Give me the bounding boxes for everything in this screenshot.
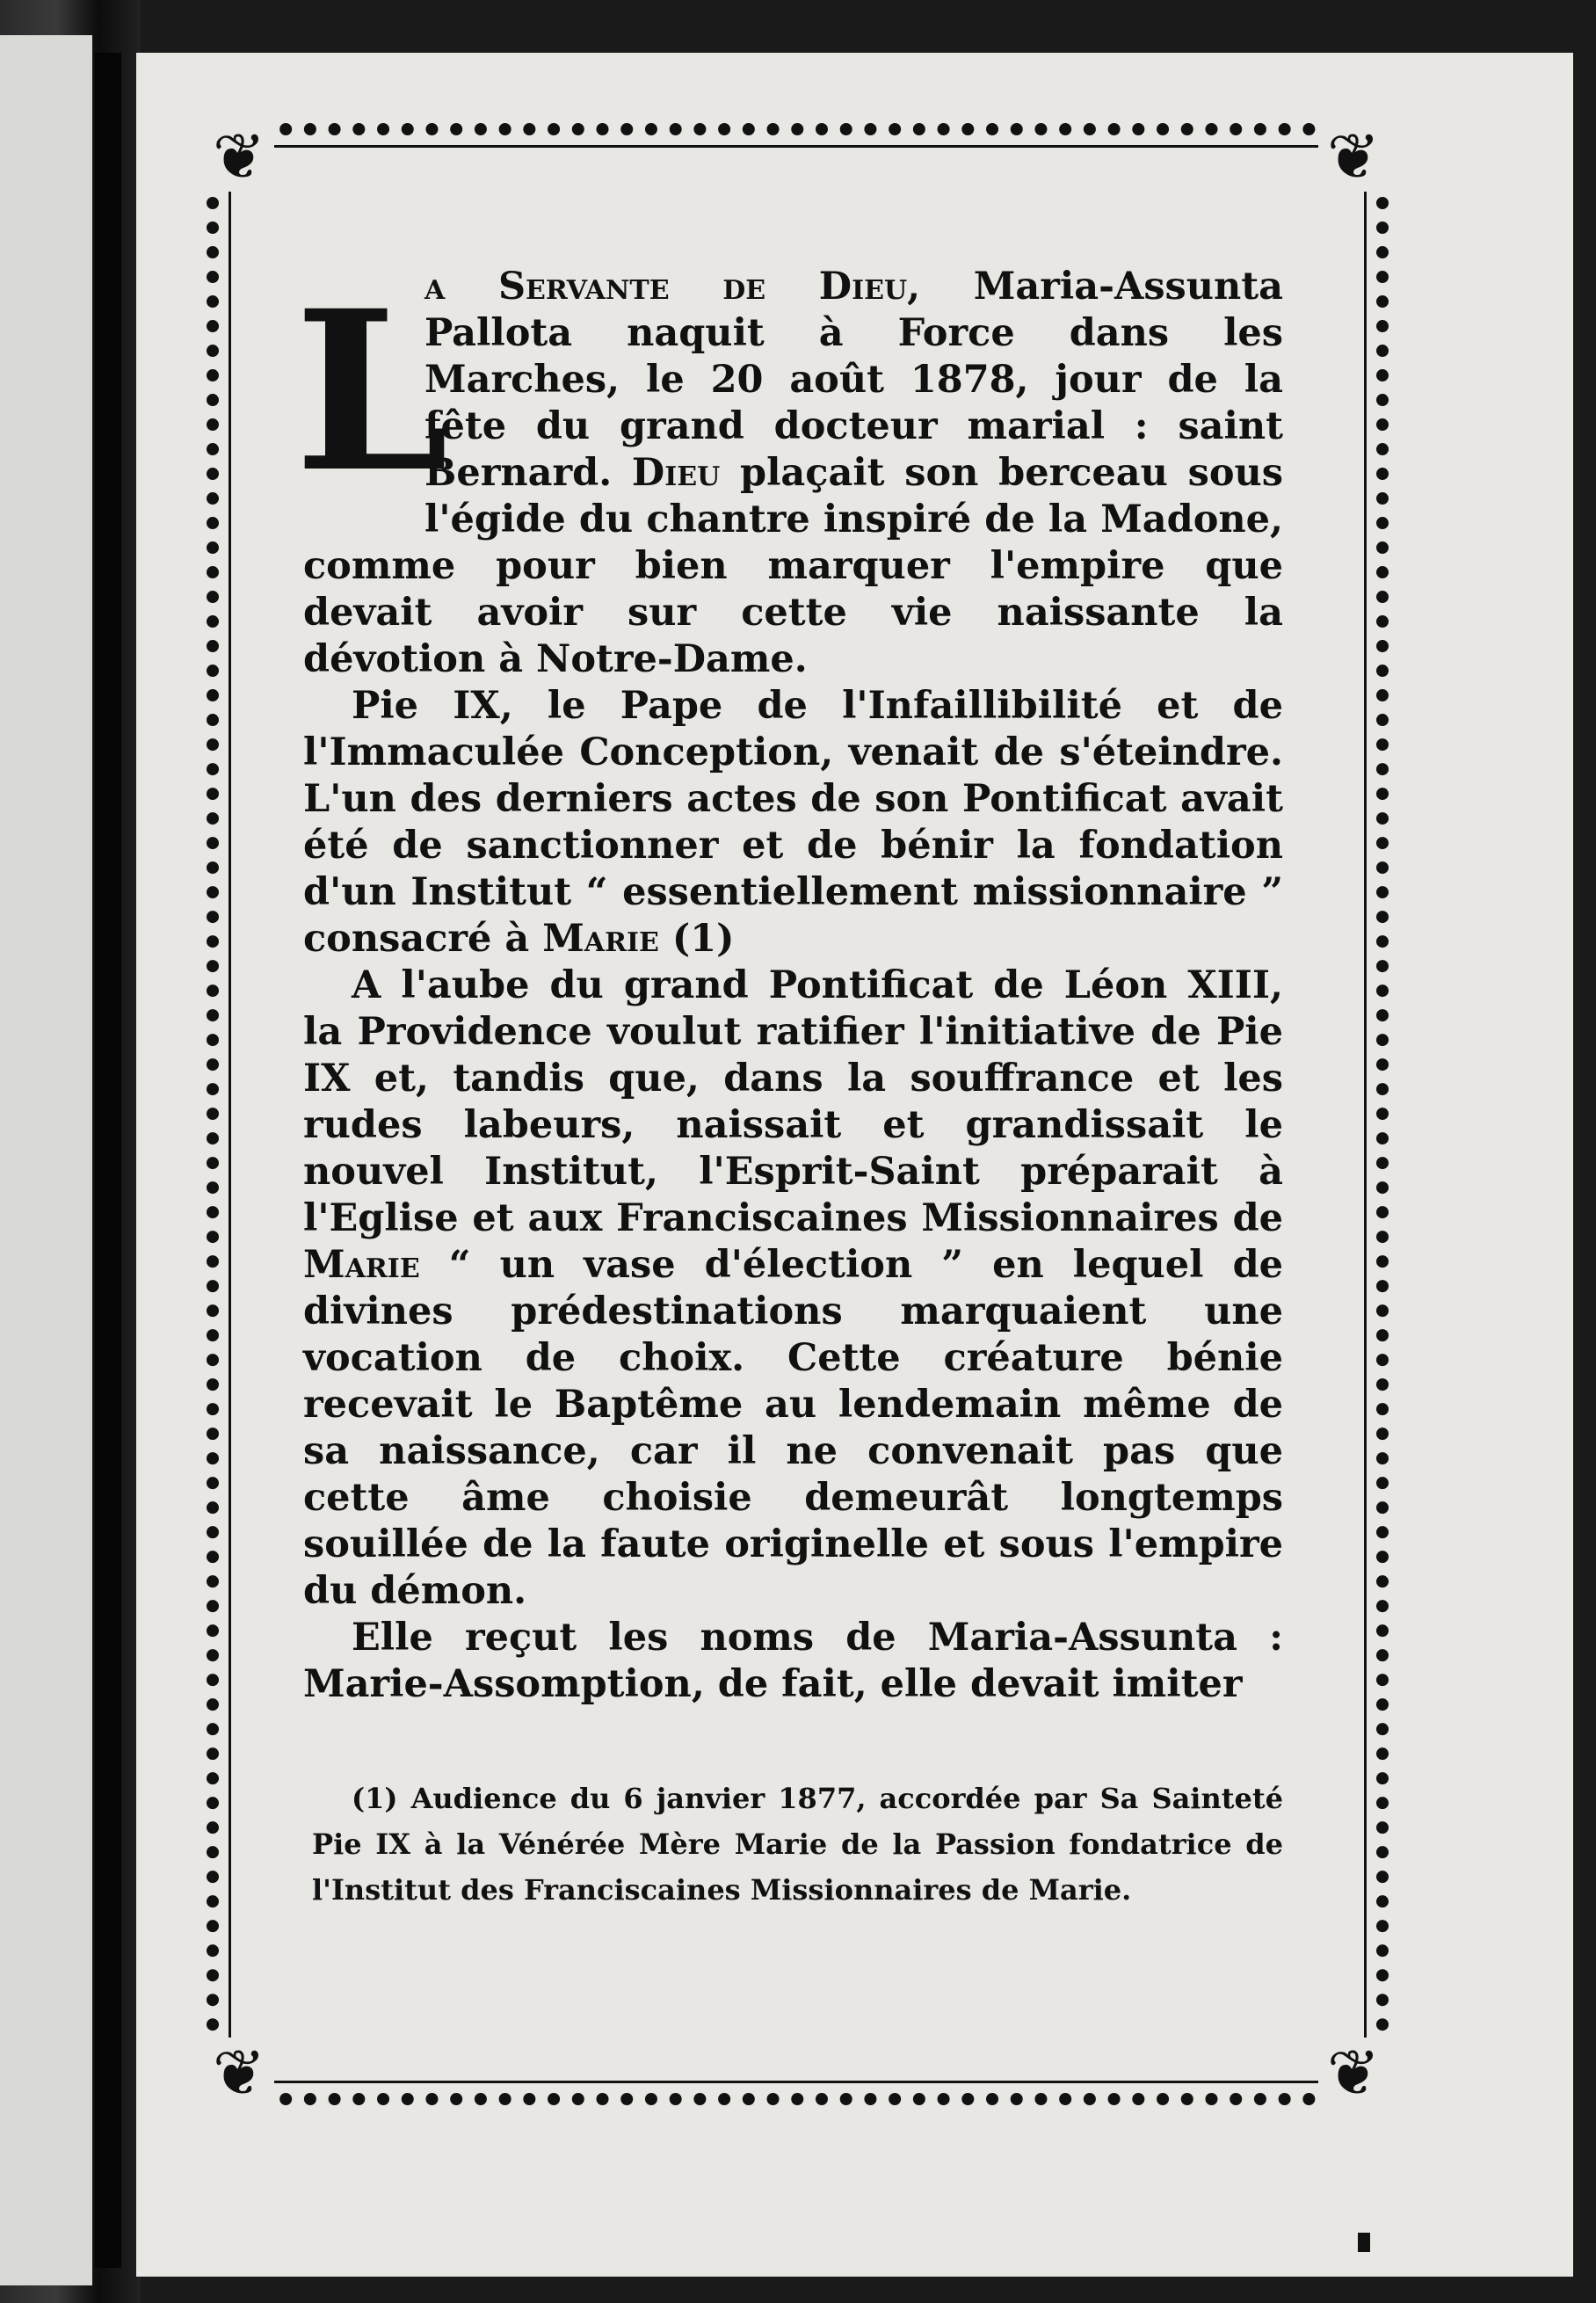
paragraph-4 <box>303 1615 1283 1708</box>
book-spine <box>95 53 121 2268</box>
corner-ornament-icon: ❦ <box>204 2038 274 2108</box>
corner-ornament-icon: ❦ <box>204 121 274 192</box>
paragraph-3 <box>303 963 1283 1615</box>
paragraph-1 <box>294 262 1283 683</box>
corner-ornament-icon: ❦ <box>1318 2038 1389 2108</box>
drop-cap-letter: L <box>294 262 449 520</box>
paragraph-text: Pie IX, le Pape de l'Infaillibilité et de l'Immaculée Conception, venait de s'éteindre. L'un des derniers actes de son Pontificat avait été de sanctionner et de bénir la fondation d'un Institut “ essentiellement missionnaire ” consacré à <box>303 684 1283 961</box>
body-text <box>294 262 1283 1708</box>
footnote-ref: (1) <box>658 917 735 961</box>
paragraph-text: , Maria-Assunta Pallota naquit à Force dans les Marches, le 20 août 1878, jour de la fête du grand docteur marial : saint Bernard. <box>424 265 1283 495</box>
word-marie: Marie <box>542 917 659 961</box>
paragraph-text: “ un vase d'élection ” en lequel de divines prédestinations marquaient une vocation de choix. Cette créature bénie recevait le Baptême au lendemain même de sa naissance, car il ne convenait pas que cette âme choisie demeurât longtemps souillée de la faute originelle et sous l'empire du démon. <box>303 1243 1283 1613</box>
paragraph-text: A l'aube du grand Pontificat de Léon XIII, la Providence voulut ratifier l'initiative de Pie IX et, tandis que, dans la souffrance et les rudes labeurs, naissait et grandissait le nouvel Institut, l'Esprit-Saint préparait à l'Eglise et aux Franciscaines Missionnaires de <box>303 963 1283 1240</box>
paragraph-2 <box>303 683 1283 963</box>
corner-ornament-icon: ❦ <box>1318 121 1389 192</box>
word-dieu: Dieu <box>818 265 908 309</box>
word-dieu: Dieu <box>631 451 721 495</box>
opening-words: a Servante de <box>424 265 819 309</box>
facing-page-edge <box>0 35 92 2285</box>
footnote: (1) Audience du 6 janvier 1877, accordée par Sa Sainteté Pie IX à la Vénérée Mère Marie de la Passion fondatrice de l'Institut des Franciscaines Missionnaires de Marie. <box>312 1782 1283 1907</box>
word-marie: Marie <box>303 1243 420 1287</box>
paragraph-text: plaçait son berceau sous l'égide du chantre inspiré de la Madone, comme pour bien marquer l'empire que devait avoir sur cette vie naissante la dévotion à Notre-Dame. <box>303 451 1283 681</box>
scan-mark <box>1358 2233 1370 2252</box>
paragraph-text: Elle reçut les noms de Maria-Assunta : Marie-Assomption, de fait, elle devait imiter <box>303 1616 1283 1706</box>
